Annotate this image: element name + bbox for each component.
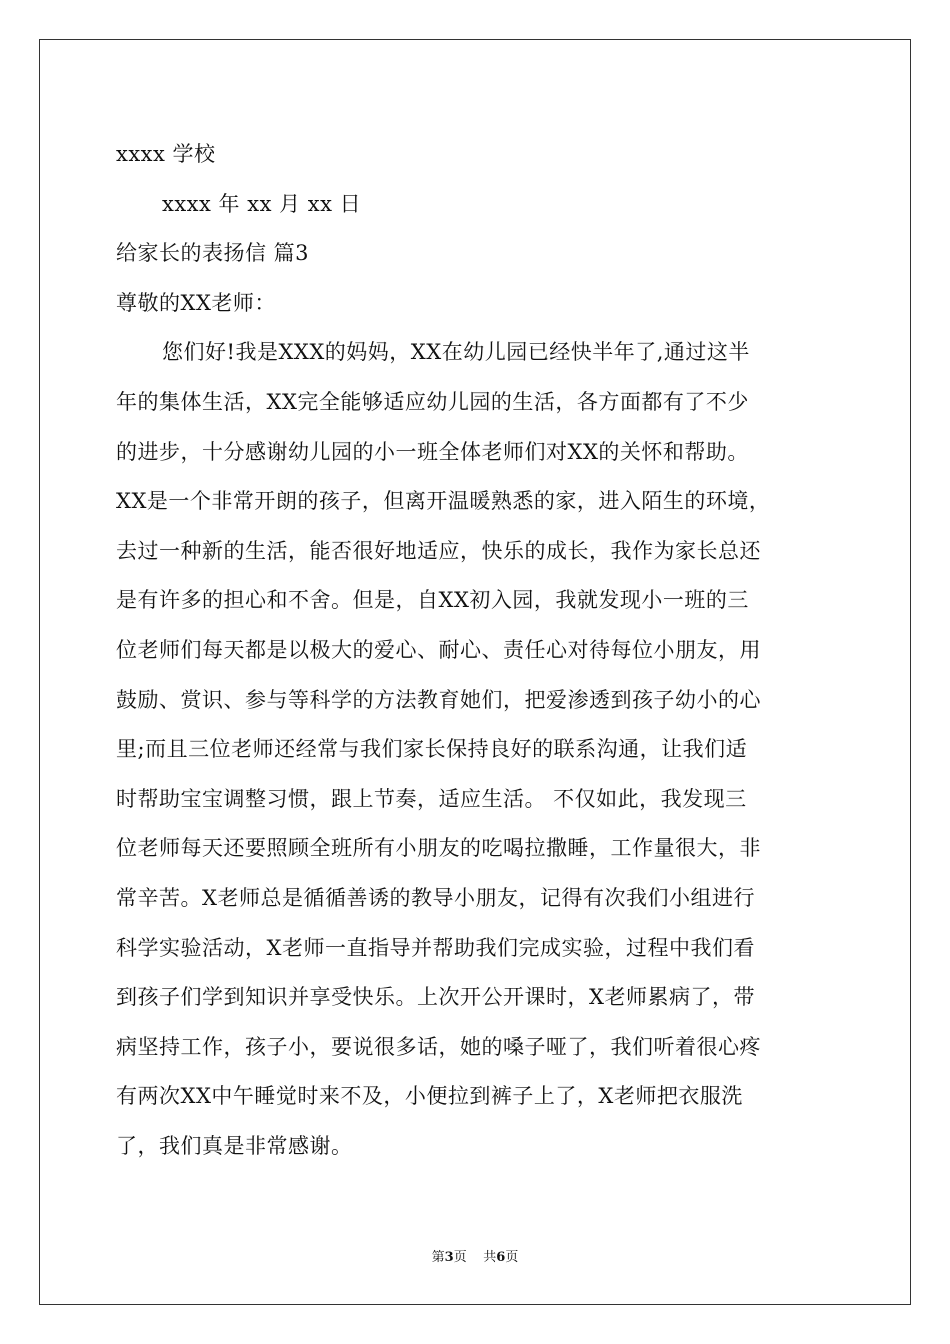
total-suffix: 页 <box>505 1250 519 1265</box>
page-number: 3 <box>444 1250 454 1265</box>
school-name: xxxx 学校 <box>116 142 216 166</box>
total-pages: 6 <box>496 1250 506 1265</box>
body-line: 年的集体生活，XX完全能够适应幼儿园的生活，各方面都有了不少 <box>116 389 749 414</box>
document-body <box>116 130 838 1171</box>
body-line: 了，我们真是非常感谢。 <box>116 1133 353 1158</box>
body-line: 去过一种新的生活，能否很好地适应，快乐的成长，我作为家长总还 <box>116 538 761 563</box>
body-line: 科学实验活动，X老师一直指导并帮助我们完成实验，过程中我们看 <box>116 935 755 960</box>
letter-title: 给家长的表扬信 篇3 <box>116 241 310 266</box>
body-line: 位老师每天还要照顾全班所有小朋友的吃喝拉撒睡，工作量很大，非 <box>116 836 761 861</box>
body-line: 鼓励、赏识、参与等科学的方法教育她们，把爱渗透到孩子幼小的心 <box>116 687 761 712</box>
body-line: 的进步，十分感谢幼儿园的小一班全体老师们对XX的关怀和帮助。 <box>116 439 749 464</box>
body-line: 位老师们每天都是以极大的爱心、耐心、责任心对待每位小朋友，用 <box>116 637 761 662</box>
body-line: 里;而且三位老师还经常与我们家长保持良好的联系沟通，让我们适 <box>116 737 748 762</box>
body-line: XX是一个非常开朗的孩子，但离开温暖熟悉的家，进入陌生的环境， <box>116 489 771 514</box>
letter-salutation: 尊敬的XX老师： <box>116 290 276 315</box>
body-line: 病坚持工作，孩子小，要说很多话，她的嗓子哑了，我们听着很心疼 <box>116 1034 761 1059</box>
body-line: 您们好!我是XXX的妈妈，XX在幼儿园已经快半年了,通过这半 <box>162 340 750 365</box>
letter-date: xxxx 年 xx 月 xx 日 <box>162 191 362 216</box>
body-line: 到孩子们学到知识并享受快乐。上次开公开课时，X老师累病了，带 <box>116 985 755 1010</box>
page-suffix: 页 <box>453 1250 467 1265</box>
body-line: 常辛苦。X老师总是循循善诱的教导小朋友，记得有次我们小组进行 <box>116 885 755 910</box>
page-footer <box>0 1246 950 1265</box>
body-line: 有两次XX中午睡觉时来不及，小便拉到裤子上了，X老师把衣服洗 <box>116 1084 743 1109</box>
total-prefix: 共 <box>483 1250 497 1265</box>
page-prefix: 第 <box>431 1250 445 1265</box>
body-line: 是有许多的担心和不舍。但是，自XX初入园，我就发现小一班的三 <box>116 588 749 613</box>
body-line: 时帮助宝宝调整习惯，跟上节奏，适应生活。 不仅如此，我发现三 <box>116 786 747 811</box>
